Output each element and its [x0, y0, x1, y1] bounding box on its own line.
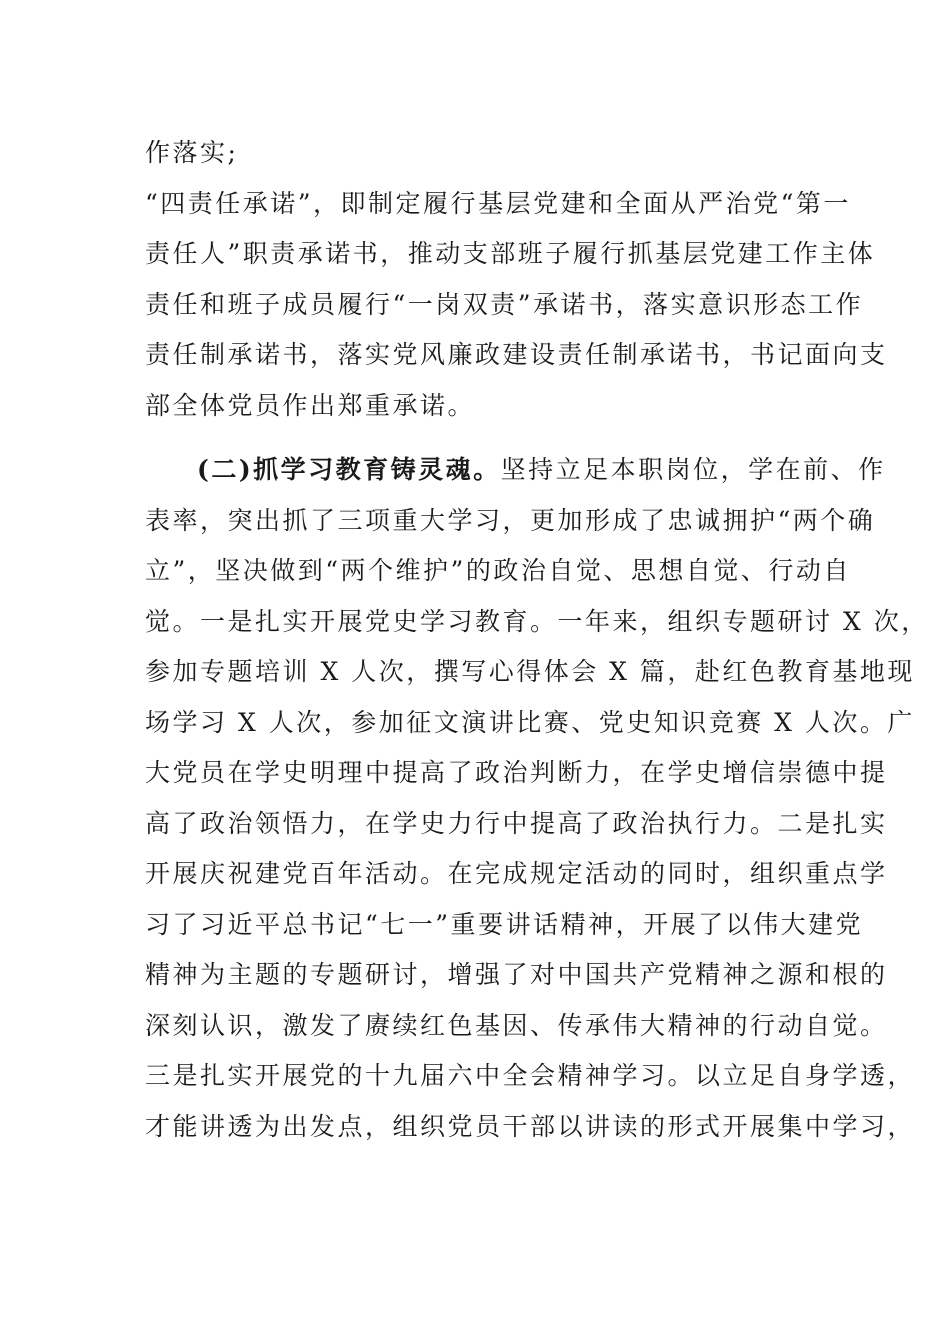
section-heading: (二)抓学习教育铸灵魂。 [197, 455, 501, 484]
paragraph-spacer [145, 431, 825, 445]
document-body [145, 128, 929, 1152]
text-line: 深刻认识，激发了赓续红色基因、传承伟大精神的行动自觉。 [145, 1010, 888, 1040]
text-line: 精神为主题的专题研讨，增强了对中国共产党精神之源和根的 [145, 960, 888, 989]
text-line: 大党员在学史明理中提高了政治判断力，在学史增信崇德中提 [145, 758, 888, 787]
text-line: 场学习 X 人次，参加征文演讲比赛、党史知识竞赛 X 人次。广 [145, 707, 915, 737]
text-line: “四责任承诺”，即制定履行基层党建和全面从严治党“第一 [145, 188, 851, 218]
paragraph-first-line [145, 445, 886, 496]
text-line: 立”，坚决做到“两个维护”的政治自觉、思想自觉、行动自 [145, 556, 851, 585]
text-line: 表率，突出抓了三项重大学习，更加形成了忠诚拥护“两个确 [145, 505, 876, 535]
text-line: 才能讲透为出发点，组织党员干部以讲读的形式开展集中学习， [145, 1111, 916, 1141]
text-line: 部全体党员作出郑重承诺。 [145, 390, 476, 420]
paragraph-1 [145, 128, 888, 431]
text-line: 习了习近平总书记“七一”重要讲话精神，开展了以伟大建党 [145, 909, 864, 939]
text-line: 三是扎实开展党的十九届六中全会精神学习。以立足自身学透， [145, 1061, 916, 1090]
text-line: 参加专题培训 X 人次，撰写心得体会 X 篇，赴红色教育基地现 [145, 657, 915, 686]
text-run: 坚持立足本职岗位，学在前、作 [500, 455, 886, 484]
text-line: 开展庆祝建党百年活动。在完成规定活动的同时，组织重点学 [145, 859, 888, 888]
text-line: 高了政治领悟力，在学史力行中提高了政治执行力。二是扎实 [145, 808, 888, 838]
paragraph-2 [145, 445, 929, 1152]
text-line: 作落实; [145, 138, 239, 167]
text-line: 责任人”职责承诺书，推动支部班子履行抓基层党建工作主体 [145, 239, 876, 268]
text-line: 责任制承诺书，落实党风廉政建设责任制承诺书，书记面向支 [145, 340, 888, 369]
text-line: 责任和班子成员履行“一岗双责”承诺书，落实意识形态工作 [145, 289, 864, 319]
text-line: 觉。一是扎实开展党史学习教育。一年来，组织专题研讨 X 次， [145, 606, 929, 636]
